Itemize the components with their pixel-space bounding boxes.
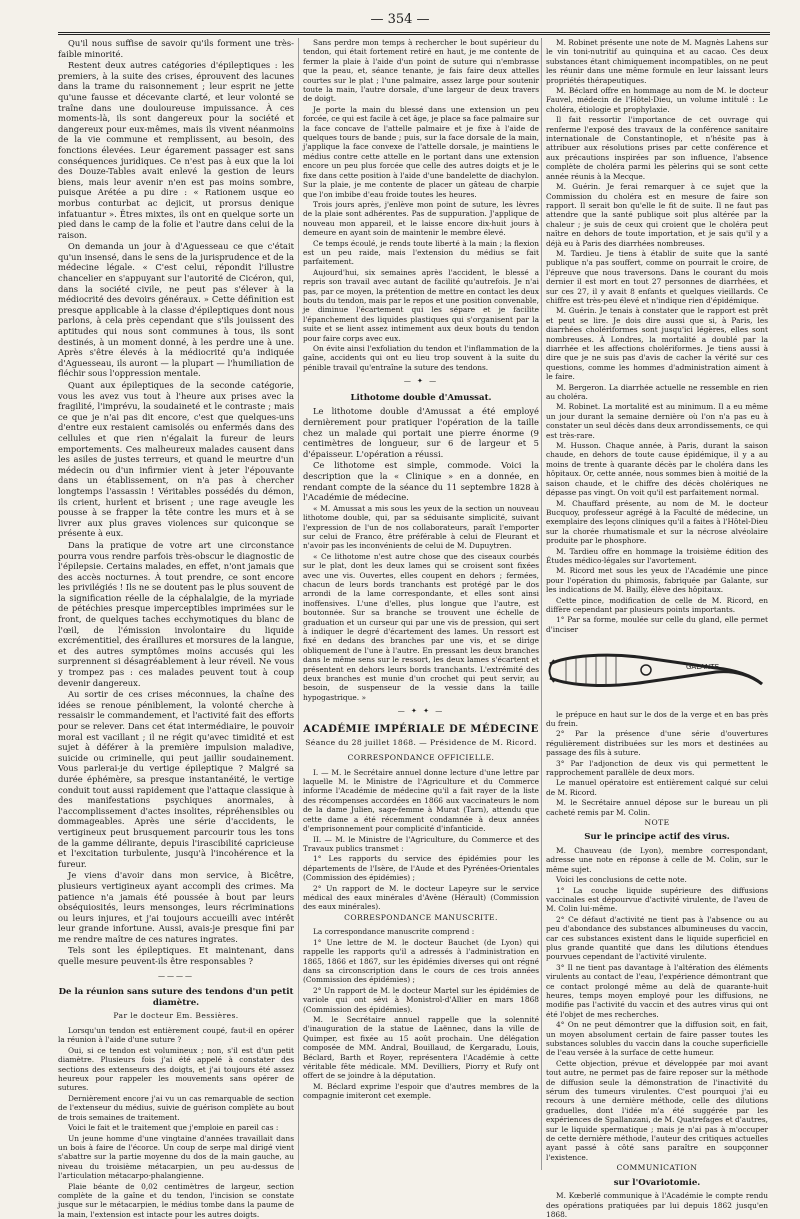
paragraph: Le manuel opératoire est entièrement calqué sur celui de M. Ricord.: [546, 778, 768, 797]
paragraph: Ce temps écoulé, je rends toute liberté à la main ; la flexion est un peu raide, mais l'extension du médius se fait parfaitement.: [303, 238, 539, 267]
paragraph: Un jeune homme d'une vingtaine d'années travaillait dans un bois à faire de l'écorce. Un coup de serpe mal dirigé vient s'abattre sur la partie moyenne du dos de la main gauche, au niveau du troisième métacarpien, un peu au-dessus de l'articulation métacarpo-phalangienne.: [58, 1133, 294, 1181]
column-left: [58, 38, 294, 1219]
paragraph: Ce lithotome est simple, commode. Voici la description que la « Clinique » en a donnée, en rendant compte de la séance du 11 septembre 1828 à l'Académie de médecine.: [303, 460, 539, 503]
paragraph: M. Ricord met sous les yeux de l'Académie une pince pour l'opération du phimosis, fabriquée par Galante, sur les indications de M. Bailly, élève des hôpitaux.: [546, 566, 768, 595]
paragraph: M. Robinet présente une note de M. Magnès Lahens sur le vin toni-nutritif au quinquina et au cacao. Ces deux substances étant chimiquement incompatibles, on ne peut les réunir dans une même formule en leur laissant leurs propriétés thérapeutiques.: [546, 38, 768, 85]
paragraph: « Ce lithotome n'est autre chose que des ciseaux courbés sur le plat, dont les deux lames qui se croisent sont fixées avec une vis. Ouvertes, elles coupent en dehors ; fermées, chacun de leurs bords tranchants est protégé par le dos arrondi de la lame correspondante, et elles sont ainsi inoffensives. L'une d'elles, plus longue que l'autre, est boutonnée. Sur sa branche se trouvent une échelle de graduation et un curseur qui par une vis de pression, qui sert à indiquer le degré d'écartement des lames. Un ressort est fixé en dedans des branches par une vis, et se dirige obliquement de l'une à l'autre. En pressant les deux branches dans le même sens sur le ressort, les deux lames s'écartent et présentent en dehors leurs bords tranchants. L'extrémité des deux branches est munie d'un crochet qui peut servir, au besoin, de suspenseur de la vessie dans la taille hypogastrique. »: [303, 551, 539, 702]
lithotome-article-title: Lithotome double d'Amussat.: [350, 392, 492, 403]
paragraph: On demanda un jour à d'Aguesseau ce que c'était qu'un insensé, dans le sens de la jurisprudence et de la médecine légale. « C'est celui, répondit l'illustre chancelier en s'appuyant sur l'autorité de Cicéron, qui, dans la société civile, ne peut pas s'élever à la médiocrité des devoirs généraux. » Cette définition est presque applicable à la classe d'épileptiques dont nous parlons, à cela près cependant que s'ils jouissent des aptitudes qui nous sont communes à tous, ils sont destinés, à un moment donné, à les perdre une à une. Après s'être élevés à la médiocrité qu'a indiquée d'Aguesseau, ils auront — la plupart — l'humiliation de fléchir sous l'oppression mentale.: [58, 241, 294, 379]
paragraph: La correspondance manuscrite comprend :: [313, 927, 475, 937]
paragraph: Voici le fait et le traitement que j'emploie en pareil cas :: [68, 1123, 279, 1133]
forceps-description: [546, 710, 768, 817]
paragraph: M. Robinet. La mortalité est au minimum. Il a eu même un jour durant la semaine dernière où l'on n'a pas eu à constater un seul décès dans deux arrondissements, ce qui est très-rare.: [546, 402, 768, 440]
official-correspondence-body: [303, 768, 539, 912]
paragraph: 2° Ce défaut d'activité ne tient pas à l'absence ou au peu d'abondance des substances albumineuses du vaccin, car ces substances existent dans le liquide superficiel en plus grande quantité que dans les dilutions étendues pourvues cependant de l'activité virulente.: [546, 914, 768, 962]
paragraph: M. Kœberlé communique à l'Académie le compte rendu des opérations pratiquées par lui depuis 1862 jusqu'en 1868.: [546, 1191, 768, 1219]
paragraph: 1° La couche liquide supérieure des diffusions vaccinales est dépourvue d'activité virulente, de l'aveu de M. Colin lui-même.: [546, 885, 768, 914]
academy-session: Séance du 28 juillet 1868. — Présidence de M. Ricord.: [305, 738, 537, 748]
epilepsy-article: [58, 38, 294, 967]
paragraph: Lorsqu'un tendon est entièrement coupé, faut-il en opérer la réunion à l'aide d'une suture ?: [58, 1026, 294, 1045]
paragraph: M. Bergeron. La diarrhée actuelle ne ressemble en rien au choléra.: [546, 382, 768, 402]
paragraph: On évite ainsi l'exfoliation du tendon et l'inflammation de la gaîne, accidents qui ont eu lieu trop souvent à la suite du pénible travail qu'entraîne la suture des tendons.: [303, 344, 539, 372]
paragraph: Dans la pratique de votre art une circonstance pourra vous rendre parfois très-obscur le diagnostic de l'épilepsie. Certains malades, en effet, n'ont jamais que des accès nocturnes. À tout prendre, ce sont encore les privilégiés ! Ils ne se doutent pas le plus souvent de la signification réelle de la céphalalgie, de la myriade de pétéchies presque imperceptibles imprimées sur le front, de quelques taches ecchymotiques du blanc de l'œil, de l'émission involontaire du liquide excrémentitiel, des éraillures et morsures de la langue, et des autres symptômes moins accusés qui les surprennent si désagréablement à leur réveil. Ne vous y trompez pas : ces malades peuvent tout à coup devenir dangereux.: [58, 539, 294, 688]
paragraph: Au sortir de ces crises méconnues, la chaîne des idées se renoue péniblement, la volonté cherche à ressaisir le commandement, et l'activité fait des efforts pour se relever. Dans cet état intermédiaire, le pouvoir moral est vacillant ; il ne régit qu'avec timidité et est sujet à déférer à la première impulsion maladive, suicide ou criminelle, qui peut jaillir soudainement. Vous parlerai-je du vertige épileptique ? Malgré sa durée éphémère, sa presque instantanéité, le vertige conduit tout aussi rapidement que l'attaque classique à des manifestations psychiques anormales, à l'accomplissement d'actes insolites, répréhensibles ou dommageables. Après une série d'accidents, le vertigineux peut brusquement parcourir tous les tons de la gamme délirante, depuis l'irascibilité capricieuse et l'excitation turbulente, jusqu'à l'incohérence et la fureur.: [58, 689, 294, 869]
paragraph: M. Tardieu. Je tiens à établir de suite que la santé publique n'a pas souffert, comme on pourrait le croire, de l'épreuve que nous traversons. Dans le courant du mois dernier il est mort en tout 27 personnes de diarrhées, et sur ces 27, il y avait 8 enfants et quelques vieillards. Ce chiffre est très-peu élevé et n'indique rien d'épidémique.: [546, 248, 768, 305]
note-body: [546, 846, 768, 1162]
paragraph: 2° Un rapport de M. le docteur Martel sur les épidémies de variole qui ont sévi à Monistrol-d'Allier en mars 1868 (Commission des épidémies).: [303, 985, 539, 1014]
tendon-article-body: [58, 1026, 294, 1219]
column-divider: [298, 38, 299, 1170]
paragraph: M. Béclard offre en hommage au nom de M. le docteur Fauvel, médecin de l'Hôtel-Dieu, un volume intitulé : Le choléra, étiologie et prophylaxie.: [546, 86, 768, 114]
paragraph: II. — M. le Ministre de l'Agriculture, du Commerce et des Travaux publics transmet :: [303, 834, 539, 853]
phimosis-forceps-illustration: [546, 638, 768, 704]
tendon-article-title: De la réunion sans suture des tendons d'un petit diamètre.: [58, 987, 294, 1008]
paragraph: 2° Un rapport de M. le docteur Lapeyre sur le service médical des eaux minérales d'Avène (Hérault) (Commission des eaux minérales).: [303, 883, 539, 912]
paragraph: M. Guérin. Je ferai remarquer à ce sujet que la Commission du choléra est en mesure de faire son rapport. Il serait bon qu'elle le fit de suite. Il ne faut pas attendre que la santé publique soit plus altérée par la chaleur ; je suis de ceux qui croient que le choléra peut naître en dehors de toute importation, et je sais qu'il y a déjà eu à Paris des diarrhées nombreuses.: [546, 182, 768, 248]
paragraph: Cette objection, prévue et développée par moi avant tout autre, ne permet pas de faire reposer sur la méthode de diffusion seule la démonstration de l'inactivité du sérum des tumeurs virulentes. C'est pourquoi j'ai eu recours à une dernière méthode, celle des dilutions graduelles, dont l'idée m'a été suggérée par les expériences de Spallanzani, de M. Quatrefages et d'autres, sur le liquide spermatique ; mais je n'ai pas à m'occuper de cette dernière méthode, l'auteur des critiques actuelles ayant passé à côté sans paraître en soupçonner l'existence.: [546, 1058, 768, 1162]
note-head: NOTE: [644, 818, 670, 828]
paragraph: Aujourd'hui, six semaines après l'accident, le blessé a repris son travail avec autant de facilité qu'autrefois. Je n'ai pas, par ce moyen, la prétention de mettre en contact les deux bouts du tendon, mais par le repos et une position convenable, je diminue l'écartement qui les sépare et je facilite l'épanchement des liquides plastiques qui s'organisent par la suite et se lient assez intimement aux deux bouts du tendon pour faire corps avec eux.: [303, 267, 539, 343]
column-divider: [541, 38, 542, 1170]
paragraph: 3° Il ne tient pas davantage à l'altération des éléments virulents au contact de l'eau, l'expérience démontrant que ce contact prolongé même au delà de quarante-huit heures, temps moyen employé pour les diffusions, ne modifie pas l'activité du vaccin et des autres virus qui ont été l'objet de mes recherches.: [546, 962, 768, 1019]
paragraph: Oui, si ce tendon est volumineux ; non, s'il est d'un petit diamètre. Plusieurs fois j'ai été appelé à constater des sections des extenseurs des doigts, et j'ai toujours été assez heureux pour rappeler les mouvements sans opérer de sutures.: [58, 1045, 294, 1093]
paragraph: 1° Par sa forme, moulée sur celle du gland, elle permet d'inciser: [546, 615, 768, 634]
paragraph: M. Tardieu offre en hommage la troisième édition des Études médico-légales sur l'avortement.: [546, 546, 768, 565]
paragraph: Je porte la main du blessé dans une extension un peu forcée, ce qui est facile à cet âge, je place sa face palmaire sur la face concave de l'attelle palmaire et je fixe à l'aide de quelques tours de bande ; puis, sur la face dorsale de la main, j'applique la face convexe de l'attelle dorsale, je maintiens le médius contre cette attelle en le portant dans une extension encore un peu plus forcée que celle des autres doigts et je le fixe dans cette position à l'aide d'une bandelette de diachylon. Sur la plaie, je me contente de placer un gâteau de charpie que l'on imbibe d'eau froide toutes les heures.: [303, 104, 539, 199]
paragraph: 4° On ne peut démontrer que la diffusion soit, en fait, un moyen absolument certain de faire passer toutes les substances solubles du vaccin dans la couche superficielle de l'eau versée à la surface de cette humeur.: [546, 1020, 768, 1058]
paragraph: M. Husson. Chaque année, à Paris, durant la saison chaude, en dehors de toute cause épidémique, il y a au moins de trente à quarante décès par le choléra dans les hôpitaux. Or, cette année, nous sommes bien à moitié de la saison chaude, et le chiffre des décès cholériques ne dépasse pas vingt. On voit qu'il est parfaitement normal.: [546, 441, 768, 498]
paragraph: le prépuce en haut sur le dos de la verge et en bas près du frein.: [546, 709, 768, 728]
academy-title: ACADÉMIE IMPÉRIALE DE MÉDECINE: [303, 723, 539, 735]
paragraph: Voici les conclusions de cette note.: [556, 875, 687, 885]
communication-head: COMMUNICATION: [616, 1163, 698, 1173]
section-divider: — ✦ ✦ —: [397, 707, 445, 716]
paragraph: 1° Les rapports du service des épidémies pour les départements de l'Isère, de l'Aude et des Pyrénées-Orientales (Commission des épidémies) ;: [303, 854, 539, 883]
lithotome-quote: [303, 504, 539, 703]
paragraph: Sans perdre mon temps à rechercher le bout supérieur du tendon, qui était fortement retiré en haut, je me contente de fermer la plaie à l'aide d'un point de suture qui n'embrasse que la peau, et, séance tenante, je fais faire deux attelles courtes sur le plat ; l'une palmaire, assez large pour soutenir toute la main, l'autre dorsale, d'une largeur de deux travers de doigt.: [303, 38, 539, 104]
paragraph: M. Chauffard présente, au nom de M. le docteur Bucquoy, professeur agrégé à la Faculté de médecine, un exemplaire des leçons cliniques qu'il a faites à l'Hôtel-Dieu sur la chorée rhumatismale et sur la nécrose alvéolaire produite par le phosphore.: [546, 498, 768, 546]
manuscript-correspondence-head: CORRESPONDANCE MANUSCRITE.: [344, 912, 498, 922]
communication-title: sur l'Ovariotomie.: [613, 1177, 701, 1188]
section-divider: — ✦ —: [403, 377, 439, 386]
paragraph: Restent deux autres catégories d'épileptiques : les premiers, à la suite des crises, éprouvent des lacunes dans la trame du raisonnement ; leur esprit ne jette qu'une fausse et décevante clarté, et leur volonté se traîne dans une douloureuse impuissance. À ces moments-là, ils sont dangereux pour la société et dangereux pour eux-mêmes, mais ils vivent néanmoins de la vie commune et remplissent, au besoin, des fonctions élevées. Leur égarement passager est sans conséquences juridiques. Ce n'est pas à eux que la loi des Douze-Tables avait enlevé la gestion de leurs biens, mais leur avenir n'en est pas moins sombre, puisque Arétée a pu dire : « Rationem usque eo morbus conturbat ac dejicit, ut prorsus denique infatuantur ». Êtres mixtes, ils ont en quelque sorte un pied dans le camp de la folie et l'autre dans celui de la raison.: [58, 60, 294, 240]
lithotome-article-body: [303, 406, 539, 502]
paragraph: Je viens d'avoir dans mon service, à Bicêtre, plusieurs vertigineux ayant accompli des crimes. Ma patience n'a jamais été poussée à bout par leurs obséquiosités, leurs mensonges, leurs récriminations ou leurs injures, et j'ai toujours accueilli avec intérêt leur grande infortune. Aussi, avais-je presque fini par me rendre maître de ces natures ingrates.: [58, 870, 294, 944]
communication-body: [546, 1191, 768, 1219]
manuscript-correspondence-body: [303, 927, 539, 1100]
top-rule: [58, 32, 770, 35]
paragraph: Plaie béante de 0,02 centimètres de largeur, section complète de la gaîne et du tendon, l'incision se constate jusque sur le métacarpien, le médius tombe dans la paume de la main, l'extension est intacte pour les autres doigts.: [58, 1181, 294, 1219]
column-right: [546, 38, 768, 1219]
paragraph: Qu'il nous suffise de savoir qu'ils forment une très-faible minorité.: [58, 38, 294, 59]
paragraph: Tels sont les épileptiques. Et maintenant, dans quelle mesure peuvent-ils être responsables ?: [58, 945, 294, 967]
paragraph: Cette pince, modification de celle de M. Ricord, en diffère cependant par plusieurs points importants.: [546, 595, 768, 614]
paragraph: Le lithotome double d'Amussat a été employé dernièrement pour pratiquer l'opération de la taille chez un malade qui portait une pierre énorme (9 centimètres de longueur, sur 6 de largeur et 5 d'épaisseur. L'opération a réussi.: [303, 406, 539, 459]
paragraph: Quant aux épileptiques de la seconde catégorie, vous les avez vus tout à l'heure aux prises avec la fragilité, l'imprévu, la soudaineté et le contraste ; mais ce que je n'ai pas dit encore, c'est que quelques-uns d'entre eux restaient camisolés ou enfermés dans des cellules et que rien n'égalait la fureur de leurs emportements. Ces malheureux malades causent dans les asiles de justes terreurs, et quand le meurtre d'un médecin ou d'un infirmier vient à jeter l'épouvante dans un établissement, on n'a pas à chercher longtemps l'assassin ! Véritables possédés du démon, ils crient, hurlent et brisent ; une rage aveugle les pousse à se frapper la tête contre les murs et à se livrer aux plus graves violences sur quiconque se présente à eux.: [58, 380, 294, 539]
paragraph: « M. Amussat a mis sous les yeux de la section un nouveau lithotome double, qui, par sa séduisante simplicité, suivant l'expression de l'un de nos collaborateurs, paraît l'emporter sur celui de Franco, être préférable à celui de Fleurant et n'avoir pas les inconvénients de celui de M. Dupuytren.: [303, 503, 539, 551]
paragraph: I. — M. le Secrétaire annuel donne lecture d'une lettre par laquelle M. le Ministre de l'Agriculture et du Commerce informe l'Académie de médecine qu'il a fait rayer de la liste des récompenses accordées en 1866 aux vaccinateurs le nom de la dame Julien, sage-femme à Murat (Tarn), attendu que cette dame a été récemment condamnée à deux années d'emprisonnement pour complicité d'infanticide.: [303, 767, 539, 834]
section-divider: ————: [158, 971, 194, 980]
session-minutes: [546, 38, 768, 634]
paragraph: Il fait ressortir l'importance de cet ouvrage qui renferme l'exposé des travaux de la conférence sanitaire internationale de Constantinople, et n'hésite pas à attribuer aux résolutions prises par cette conférence et aux précautions inspirées par son influence, l'absence complète de choléra parmi les pèlerins qui se sont cette année réunis à la Mecque.: [546, 115, 768, 181]
paragraph: Dernièrement encore j'ai vu un cas remarquable de section de l'extenseur du médius, suivie de guérison complète au bout de trois semaines de traitement.: [58, 1093, 294, 1122]
official-correspondence-head: CORRESPONDANCE OFFICIELLE.: [347, 753, 495, 763]
paragraph: M. le Secrétaire annuel rappelle que la solennité d'inauguration de la statue de Laënnec, dans la ville de Quimper, est fixée au 15 août prochain. Une délégation composée de MM. Andral, Bouillaud, de Kergaradu, Louis, Béclard, Barth et Royer, représentera l'Académie à cette véritable fête médicale. MM. Devilliers, Piorry et Rufy ont offert de se joindre à la députation.: [303, 1015, 539, 1081]
column-middle: [303, 38, 539, 1170]
paragraph: M. Béclard exprime l'espoir que d'autres membres de la compagnie imiteront cet exemple.: [303, 1081, 539, 1101]
paragraph: Trois jours après, j'enlève mon point de suture, les lèvres de la plaie sont adhérentes. Pas de suppuration. J'applique de nouveau mon appareil, et le laisse encore dix-huit jours à demeure en ayant soin de maintenir le membre élevé.: [303, 199, 539, 238]
figure-maker-label: GALANTE: [686, 663, 719, 672]
page-number: — 354 —: [370, 12, 430, 27]
paragraph: 3° Par l'adjonction de deux vis qui permettent le rapprochement parallèle de deux mors.: [546, 758, 768, 778]
paragraph: 1° Une lettre de M. le docteur Bauchet (de Lyon) qui rappelle les rapports qu'il a adressés à l'administration en 1865, 1866 et 1867, sur les épidémies diverses qui ont régné dans sa circonscription dans le cours de ces trois années (Commission des épidémies) ;: [303, 937, 539, 985]
tendon-article-author: Par le docteur Em. Bessières.: [113, 1011, 239, 1021]
paragraph: 2° Par la présence d'une série d'ouvertures régulièrement distribuées sur les mors et destinées au passage des fils à suture.: [546, 729, 768, 758]
paragraph: M. le Secrétaire annuel dépose sur le bureau un pli cacheté remis par M. Colin.: [546, 798, 768, 817]
note-title: Sur le principe actif des virus.: [584, 832, 730, 843]
paragraph: M. Chauveau (de Lyon), membre correspondant, adresse une note en réponse à celle de M. Colin, sur le même sujet.: [546, 845, 768, 874]
paragraph: M. Guérin. Je tenais à constater que le rapport est prêt et peut se lire. Je dois dire aussi que si, à Paris, les diarrhées cholériformes sont jusqu'ici légères, elles sont nombreuses. À Londres, la mortalité a doublé par la diarrhée et les affections cholériformes. Je tiens aussi à dire que je ne suis pas d'avis de cacher la vérité sur ces questions, comme les hommes d'administration aiment à le faire.: [546, 306, 768, 382]
tendon-article-continued: [303, 38, 539, 372]
